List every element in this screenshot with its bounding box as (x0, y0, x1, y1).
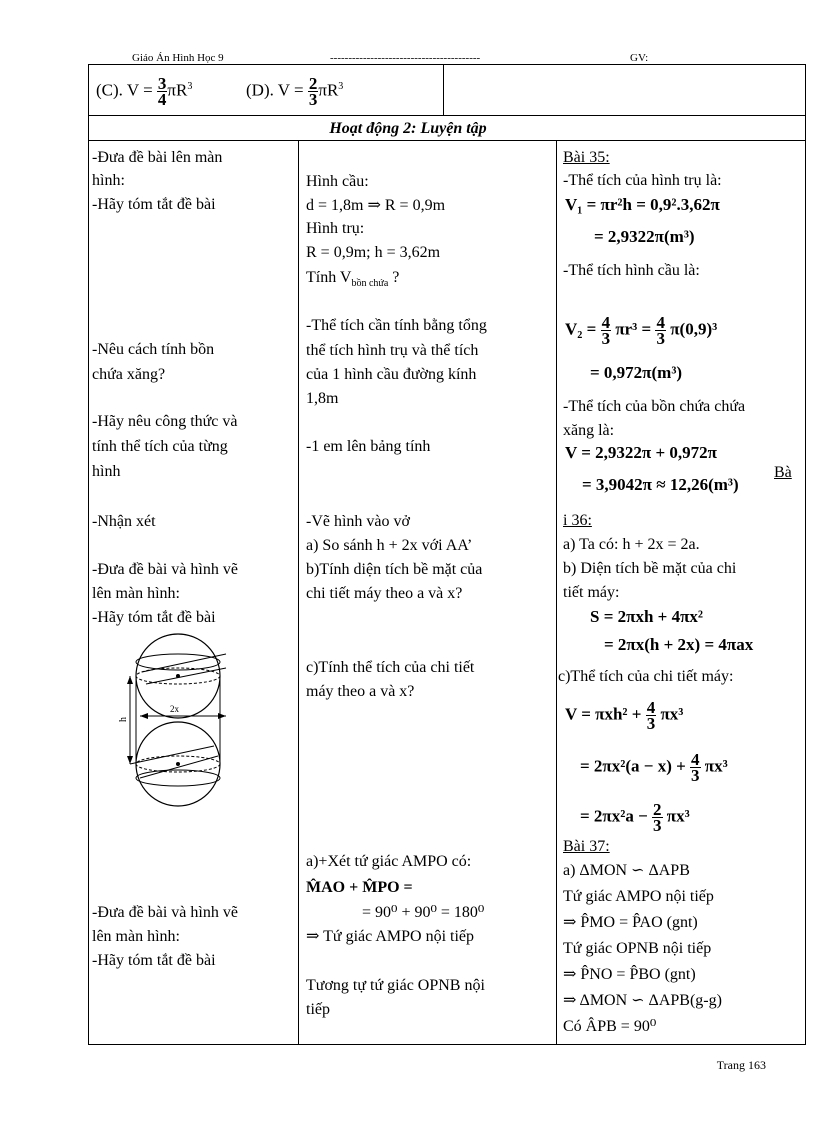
option-d: (D). V = $\frac{2}{3}$ $\pi R^3$ (246, 74, 344, 110)
col3-line: ⇒ ΔMON ∽ ΔAPB(g-g) (563, 992, 722, 1009)
height-arrowhead-bottom (127, 756, 133, 764)
col1-line: -Nhận xét (92, 513, 156, 530)
upper-slant-a (142, 654, 226, 672)
options-row (88, 64, 806, 116)
col2-line: Hình cầu: (306, 173, 369, 190)
col1-line: -Đưa đề bài lên màn (92, 149, 223, 166)
upper-slant-b (146, 668, 226, 684)
col3-line: ⇒ P̂MO = P̂AO (gnt) (563, 914, 698, 931)
col3-line: Bài 35: (563, 149, 610, 166)
col2-line: máy theo a và x? (306, 683, 415, 700)
col2-line: b)Tính diện tích bề mặt của (306, 561, 483, 578)
option-c: (C). V = $\frac{3}{4}$ $\pi R^3$ (96, 74, 193, 110)
col3-line: xăng là: (563, 422, 615, 439)
col3-line: i 36: (563, 512, 592, 529)
col2-line: Tương tự tứ giác OPNB nội (306, 977, 485, 994)
lower-center (176, 762, 180, 766)
col3-line: V₁ = πr²h = 0,9².3,62π (565, 195, 720, 214)
upper-center (176, 674, 180, 678)
col2-line: thể tích hình trụ và thể tích (306, 342, 479, 359)
col1-line: -Đưa đề bài và hình vẽ (92, 561, 238, 578)
col3-formula: = 2πx²a − $\frac{2}{3}$ πx³ (580, 800, 690, 835)
col2-line: R = 0,9m; h = 3,62m (306, 244, 441, 261)
col2-line: -Thể tích cần tính bằng tổng (306, 317, 487, 334)
col3-line: Tứ giác AMPO nội tiếp (563, 888, 714, 905)
col1-line: lên màn hình: (92, 928, 180, 945)
col1-line: chứa xăng? (92, 366, 166, 383)
col2-line: a)+Xét tứ giác AMPO có: (306, 853, 472, 870)
col3-line: V = 2,9322π + 0,972π (565, 443, 717, 462)
col3-line: Tứ giác OPNB nội tiếp (563, 940, 712, 957)
col3-line: b) Diện tích bề mặt của chi (563, 560, 737, 577)
lower-ellipse (136, 770, 220, 786)
lower-slant-a (130, 746, 214, 764)
col3-formula: V = πxh² + $\frac{4}{3}$ πx³ (565, 698, 684, 733)
col2-line: = 90⁰ + 90⁰ = 180⁰ (362, 904, 485, 921)
col2-line: 1,8m (306, 390, 339, 407)
col3-line: -Thể tích của hình trụ là: (563, 172, 722, 189)
col2-line: tiếp (306, 1001, 330, 1018)
col3-line: Bà (774, 464, 792, 481)
col1-line: hình: (92, 172, 125, 189)
col-divider-2 (556, 140, 557, 1045)
col1-line: hình (92, 463, 121, 480)
col3-line: -Thể tích của bồn chứa chứa (563, 398, 746, 415)
col3-line: c)Thể tích của chi tiết máy: (558, 668, 734, 685)
col3-line: a) Ta có: h + 2x = 2a. (563, 536, 700, 553)
width-arrowhead-right (218, 713, 226, 719)
header-right: GV: (630, 52, 649, 64)
header-left: Giáo Án Hình Học 9 (132, 52, 224, 64)
col2-line: M̂AO + M̂PO = (306, 879, 413, 896)
col2-line: d = 1,8m ⇒ R = 0,9m (306, 197, 446, 214)
col3-line: = 2,9322π(m³) (594, 227, 695, 246)
height-arrowhead-top (127, 676, 133, 684)
col2-line: Hình trụ: (306, 220, 365, 237)
width-arrowhead-left (140, 713, 148, 719)
col2-line: chi tiết máy theo a và x? (306, 585, 463, 602)
col1-line: -Hãy nêu công thức và (92, 413, 238, 430)
col2-line: -Vẽ hình vào vở (306, 513, 410, 530)
col1-line: -Hãy tóm tắt đề bài (92, 609, 216, 626)
options-divider (443, 64, 444, 116)
col3-line: = 0,972π(m³) (590, 363, 683, 382)
col2-line: c)Tính thể tích của chi tiết (306, 659, 475, 676)
col3-line: Có ÂPB = 90⁰ (563, 1018, 657, 1035)
col3-formula: V₂ = $\frac{4}{3}$ πr³ = $\frac{4}{3}$ π(0,9)³ (565, 313, 718, 348)
col1-line: -Hãy tóm tắt đề bài (92, 952, 216, 969)
col3-line: Bài 37: (563, 838, 610, 855)
col2-line: của 1 hình cầu đường kính (306, 366, 477, 383)
label-2x: 2x (170, 704, 179, 714)
col2-line: ⇒ Tứ giác AMPO nội tiếp (306, 928, 474, 945)
col1-line: -Hãy tóm tắt đề bài (92, 196, 216, 213)
col3-line: = 3,9042π ≈ 12,26(m³) (582, 475, 739, 494)
col3-line: a) ΔMON ∽ ΔAPB (563, 862, 690, 879)
col3-line: ⇒ P̂NO = P̂BO (gnt) (563, 966, 696, 983)
page-number: Trang 163 (716, 1058, 766, 1072)
label-h: h (118, 717, 129, 722)
col3-line: tiết máy: (563, 584, 620, 601)
col2-line: a) So sánh h + 2x với AA’ (306, 537, 473, 554)
col1-line: lên màn hình: (92, 585, 180, 602)
col3-line: = 2πx(h + 2x) = 4πax (604, 635, 754, 654)
machine-part-figure (118, 632, 236, 810)
col2-line: Tính $V_{bồn chứa}$ ? (306, 269, 400, 290)
col3-line: -Thể tích hình cầu là: (563, 262, 700, 279)
activity-title: Hoạt động 2: Luyện tập (329, 120, 487, 137)
col1-line: -Đưa đề bài và hình vẽ (92, 904, 238, 921)
col1-line: -Nêu cách tính bồn (92, 341, 215, 358)
col3-formula: = 2πx²(a − x) + $\frac{4}{3}$ πx³ (580, 750, 728, 785)
col-divider-1 (298, 140, 299, 1045)
col1-line: tính thể tích của từng (92, 438, 228, 455)
col2-line: -1 em lên bảng tính (306, 438, 431, 455)
header-middle: ----------------------------------------- (330, 52, 481, 64)
col3-line: S = 2πxh + 4πx² (590, 607, 704, 626)
